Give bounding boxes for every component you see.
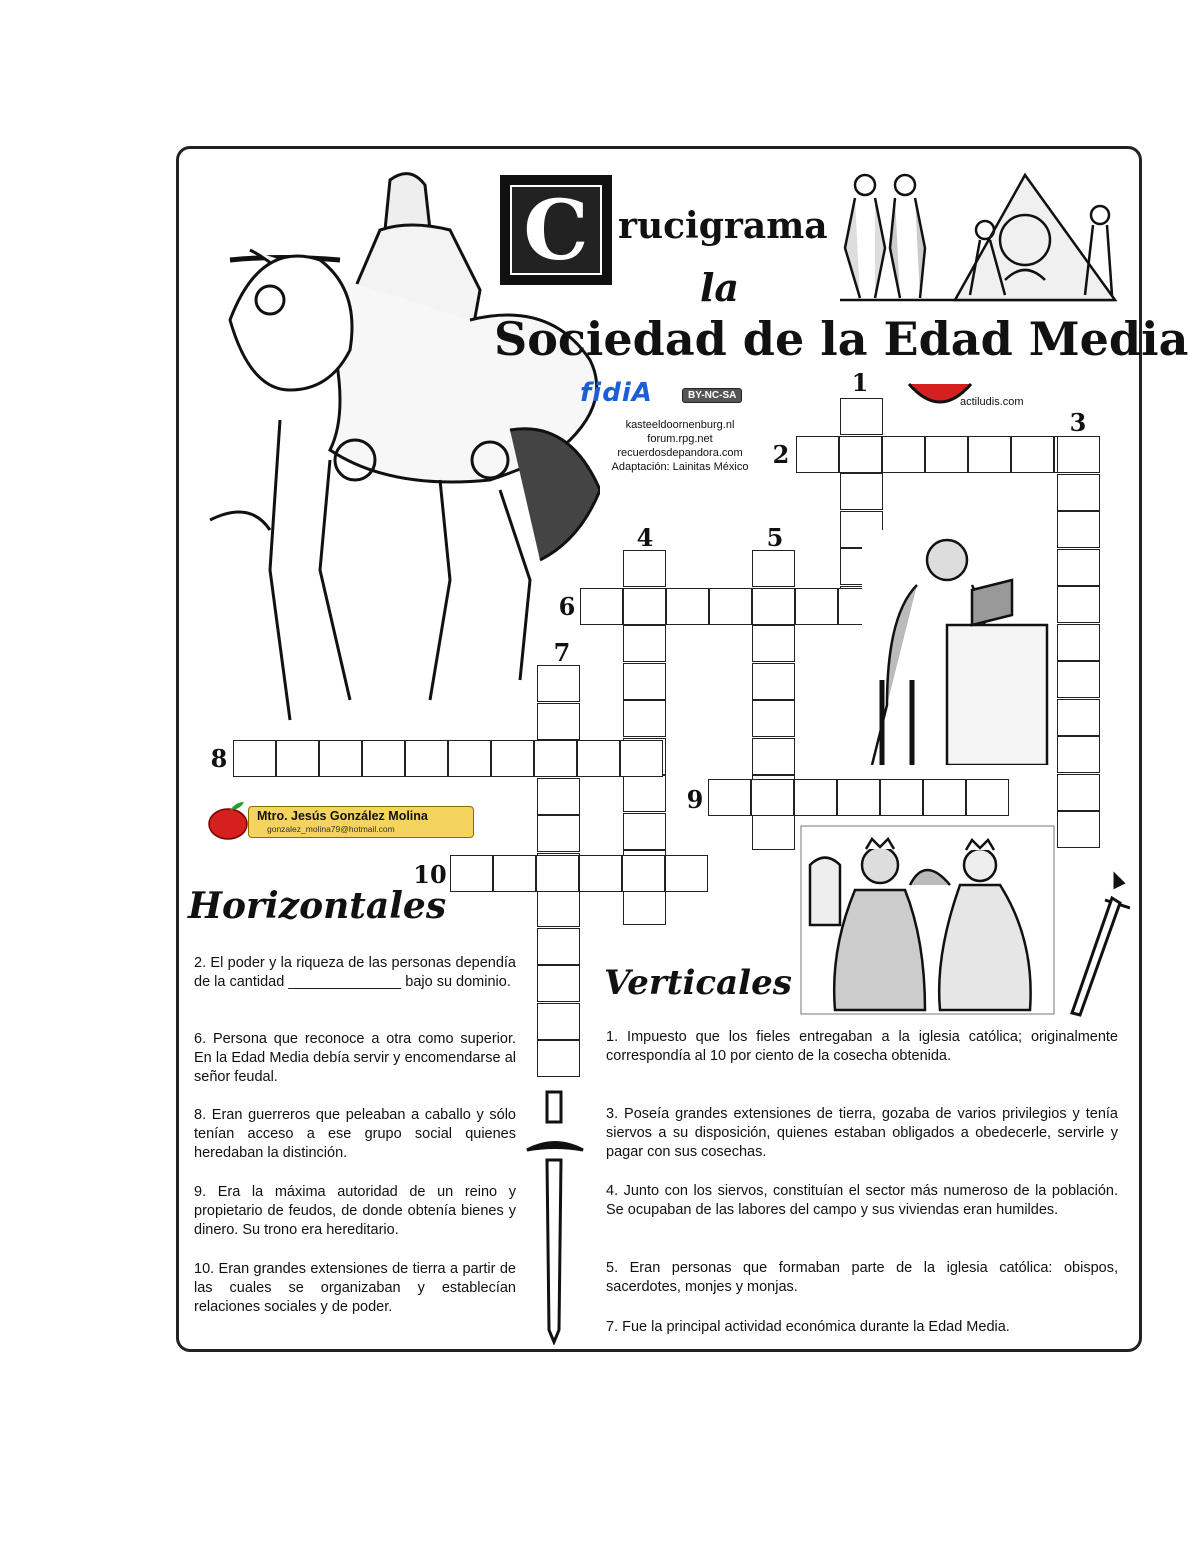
crossword-cell[interactable] [537,965,580,1002]
credit-line: forum.rpg.net [647,433,713,445]
credits [580,418,780,474]
crossword-cell[interactable] [666,588,709,625]
clue-number-5: 5 [766,523,784,552]
sword-right-illustration [1060,870,1130,1020]
crossword-cell[interactable] [623,700,666,737]
fidia-logo: fidiA [580,378,653,408]
crossword-cell[interactable] [448,740,491,777]
crossword-cell[interactable] [493,855,536,892]
crossword-cell[interactable] [752,738,795,775]
crossword-cell[interactable] [752,663,795,700]
crossword-cell[interactable] [405,740,448,777]
title-line-2: la [700,265,740,310]
crossword-cell[interactable] [1057,624,1100,661]
vertical-clue-7: 7. Fue la principal actividad económica durante la Edad Media. [606,1319,1010,1335]
crossword-cell[interactable] [537,1040,580,1077]
crossword-cell[interactable] [752,588,795,625]
crossword-cell[interactable] [579,855,622,892]
clue-text: bajo su dominio. [405,974,511,990]
title-line-1: rucigrama [618,205,828,247]
crossword-cell[interactable] [537,1003,580,1040]
clue-blank: ______________ [288,974,402,990]
credit-line: kasteeldoornenburg.nl [625,419,735,431]
credit-line: recuerdosdepandora.com [617,447,743,459]
clue-number-8: 8 [210,744,228,773]
crossword-cell[interactable] [968,436,1011,473]
crossword-cell[interactable] [623,888,666,925]
crossword-cell[interactable] [840,398,883,435]
crossword-cell[interactable] [623,663,666,700]
crossword-cell[interactable] [709,588,752,625]
crossword-cell[interactable] [796,436,839,473]
crossword-cell[interactable] [1057,474,1100,511]
vertical-clue-3: 3. Poseía grandes extensiones de tierra, gozaba de varios privilegios y tenía siervos a su disposición, quienes estaban obligados a obedecerle, servirle y pagar con sus cosechas. [606,1106,1118,1160]
crossword-cell[interactable] [1057,699,1100,736]
crossword-cell[interactable] [1057,549,1100,586]
crossword-cell[interactable] [837,779,880,816]
vertical-section-title: Verticales [604,963,792,1003]
crossword-cell[interactable] [1057,811,1100,848]
crossword-cell[interactable] [752,625,795,662]
crossword-cell[interactable] [537,815,580,852]
crossword-cell[interactable] [622,855,665,892]
crossword-cell[interactable] [752,700,795,737]
vertical-clue-5: 5. Eran personas que formaban parte de la iglesia católica: obispos, sacerdotes, monjes y monjas. [606,1260,1118,1295]
clue-number-6: 6 [558,592,576,621]
apple-icon [206,800,252,840]
vertical-clue-1: 1. Impuesto que los fieles entregaban a la iglesia católica; originalmente correspondía al 10 por ciento de la cosecha obtenida. [606,1029,1118,1064]
crossword-cell[interactable] [925,436,968,473]
page-title: Sociedad de la Edad Media [494,312,1189,366]
crossword-cell[interactable] [1057,661,1100,698]
crossword-cell[interactable] [233,740,276,777]
vertical-clue-4: 4. Junto con los siervos, constituían el sector más numeroso de la población. Se ocupaban de las labores del campo y sus viviendas eran humildes. [606,1183,1118,1218]
crossword-cell[interactable] [534,740,577,777]
crossword-cell[interactable] [1011,436,1054,473]
king-queen-illustration [800,825,1055,1015]
crossword-cell[interactable] [362,740,405,777]
author-badge [248,806,474,838]
crossword-cell[interactable] [1057,586,1100,623]
crossword-cell[interactable] [923,779,966,816]
crossword-cell[interactable] [623,625,666,662]
crossword-cell[interactable] [537,703,580,740]
crossword-cell[interactable] [623,588,666,625]
horizontal-clue-6: 6. Persona que reconoce a otra como superior. En la Edad Media debía servir y encomendarse al señor feudal. [194,1031,516,1085]
title-initial: C [523,183,589,279]
clue-number-1: 1 [851,368,869,397]
clue-number-10: 10 [413,860,447,889]
crossword-cell[interactable] [623,550,666,587]
crossword-cell[interactable] [1057,774,1100,811]
crossword-cell[interactable] [840,473,883,510]
clue-number-4: 4 [636,523,654,552]
clue-number-9: 9 [686,785,704,814]
workers-illustration [835,170,1120,305]
horizontal-clue-8: 8. Eran guerreros que peleaban a caballo y sólo tenían acceso a ese grupo social quienes heredaban la distinción. [194,1107,516,1161]
license-badge: BY-NC-SA [682,388,742,403]
crossword-cell[interactable] [537,928,580,965]
title-initial-box [500,175,612,285]
crossword-cell[interactable] [623,813,666,850]
sword-left-illustration [525,1090,585,1345]
crossword-cell[interactable] [708,779,751,816]
crossword-cell[interactable] [491,740,534,777]
crossword-cell[interactable] [751,779,794,816]
clue-text: 2. El poder y la riqueza de las personas dependía de la cantidad [194,955,516,990]
crossword-cell[interactable] [1057,436,1100,473]
author-name: Mtro. Jesús González Molina [257,809,428,823]
clue-number-3: 3 [1069,408,1087,437]
crossword-cell[interactable] [537,778,580,815]
clue-number-7: 7 [553,638,571,667]
crossword-cell[interactable] [319,740,362,777]
crossword-cell[interactable] [580,588,623,625]
author-email: gonzalez_molina79@hotmail.com [267,824,395,834]
horizontal-clue-10: 10. Eran grandes extensiones de tierra a partir de las cuales se organizaban y establecían relaciones sociales y de poder. [194,1261,516,1315]
crossword-cell[interactable] [577,740,620,777]
crossword-cell[interactable] [795,588,838,625]
credit-line: Adaptación: Lainitas México [611,461,749,473]
crossword-cell[interactable] [537,665,580,702]
crossword-cell[interactable] [839,436,882,473]
crossword-cell[interactable] [880,779,923,816]
crossword-cell[interactable] [665,855,708,892]
crossword-cell[interactable] [966,779,1009,816]
clue-number-2: 2 [772,440,790,469]
horizontal-section-title: Horizontales [188,885,447,927]
crossword-cell[interactable] [620,740,663,777]
actiludis-link[interactable]: actiludis.com [960,396,1024,408]
crossword-cell[interactable] [1057,736,1100,773]
crossword-cell[interactable] [537,890,580,927]
crossword-cell[interactable] [450,855,493,892]
crossword-cell[interactable] [1057,511,1100,548]
crossword-cell[interactable] [536,855,579,892]
crossword-cell[interactable] [752,813,795,850]
monk-scribe-illustration [862,530,1057,765]
horizontal-clue-2 [194,954,516,992]
crossword-cell[interactable] [882,436,925,473]
crossword-cell[interactable] [623,775,666,812]
horizontal-clue-9: 9. Era la máxima autoridad de un reino y propietario de feudos, de donde obtenía bienes y dinero. Su trono era hereditario. [194,1184,516,1238]
crossword-cell[interactable] [752,550,795,587]
crossword-cell[interactable] [276,740,319,777]
crossword-cell[interactable] [794,779,837,816]
